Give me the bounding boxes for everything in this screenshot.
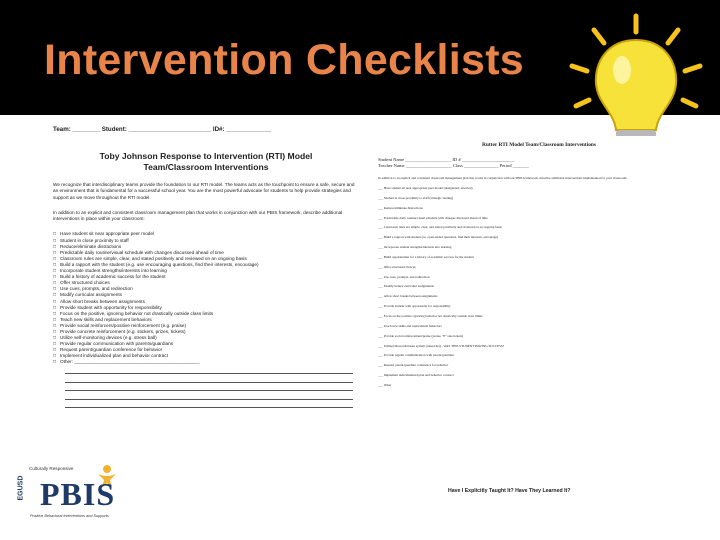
left-doc-checklist	[53, 231, 365, 365]
pbis-logo	[16, 462, 136, 524]
left-doc-title-line1: Toby Johnson Response to Intervention (RTI) Model	[99, 151, 313, 161]
checklist-item: □ Student in close proximity to staff	[53, 237, 129, 244]
blank-line	[65, 383, 353, 392]
blank-line	[65, 374, 353, 383]
slide-title: Intervention Checklists	[44, 36, 525, 84]
checklist-item: ___ Classroom rules are simple, clear, and stated positively and reviewed on an ongoing basis	[378, 225, 502, 230]
blank-line	[65, 391, 353, 400]
left-doc-instructions: In addition to an explicit and consistent classroom management plan that works in conjunction with our PBIS framework, describe additional interventions in place within your classroom:	[53, 209, 343, 222]
checkbox-icon[interactable]: □	[53, 353, 57, 360]
checkbox-icon[interactable]: □	[53, 341, 57, 348]
checklist-item: □ Focus on the positive, ignoring behavior not drastically outside class limits	[53, 310, 214, 317]
checklist-item: ___ Reduce/eliminate distractions	[378, 205, 423, 210]
checkbox-icon[interactable]: □	[53, 268, 57, 275]
checkbox-icon[interactable]: □	[53, 243, 57, 250]
checklist-item: □ Predictable daily routine/visual schedule with changes discussed ahead of time	[53, 249, 224, 256]
checklist-item: ___ Predictable daily routine/visual schedule with changes discussed ahead of time	[378, 215, 488, 220]
checklist-item: ___ Use cues, prompts, and redirection	[378, 274, 430, 279]
left-checklist-document	[47, 122, 365, 517]
checklist-item: □ Provide social reinforcers/positive reinforcement (e.g. praise)	[53, 322, 187, 329]
checkbox-icon[interactable]: □	[53, 231, 57, 238]
pbis-wordmark: PBIS	[40, 476, 116, 512]
checklist-item: ___ Have student sit near appropriate peer model (designated, assorted)	[378, 186, 473, 190]
right-doc-info	[378, 157, 704, 170]
checklist-item: □ Provide regular communication with parents/guardians	[53, 341, 174, 348]
checkbox-icon[interactable]: □	[53, 322, 57, 329]
checkbox-icon[interactable]: □	[53, 328, 57, 335]
checkbox-icon[interactable]: □	[53, 304, 57, 311]
checklist-item: ___ Build a rapport with student (i.e. open-ended questions, find their interests, encourage)	[378, 235, 499, 240]
checkbox-icon[interactable]: □	[53, 347, 57, 354]
checklist-item: ___ Provide regular communication with parent/guardian	[378, 353, 454, 358]
checklist-item: ___ Incorporate student strengths/interests into learning	[378, 245, 452, 250]
checkbox-icon[interactable]: □	[53, 316, 57, 323]
checkbox-icon[interactable]: □	[53, 359, 57, 366]
left-doc-title-line2: Team/Classroom Interventions	[143, 162, 269, 172]
checkbox-icon[interactable]: □	[53, 310, 57, 317]
checklist-item: □ Utilize self-monitoring devices (e.g. stress ball)	[53, 335, 157, 342]
checklist-item: ___ Offer structured choices	[378, 264, 416, 269]
checklist-item: □ Other: ________________________________________________	[53, 359, 200, 366]
checklist-item: □ Provide student with opportunity for responsibility	[53, 304, 162, 311]
checklist-item: □ Request parent/guardian conference for behavior	[53, 347, 163, 354]
checklist-item: □ Classroom rules are simple, clear, and stated positively and reviewed on an ongoing basis	[53, 255, 247, 262]
checklist-item: □ Teach new skills and replacement behaviors	[53, 316, 152, 323]
right-checklist-document	[374, 136, 704, 506]
checklist-item: ___ Student in close proximity to staff (strategic seating)	[378, 195, 454, 200]
student-name-field: Student Name ____________________ ID # _______________________	[378, 157, 515, 162]
checklist-item: ___ Teach new skills and replacement behaviors	[378, 323, 442, 328]
taught-learned-question: Have I Explicitly Taught It? Have They Learned It?	[448, 488, 571, 494]
checklist-item: ___ Build opportunities for a history of academic success for the student	[378, 254, 474, 259]
checklist-item: ___ Utilized Rewards/token system (raised list) - WAS THIS STUDENT HAVING SUCCESS?	[378, 343, 505, 348]
checkbox-icon[interactable]: □	[53, 274, 57, 281]
checkbox-icon[interactable]: □	[53, 249, 57, 256]
checklist-item: □ Modify curricular assignments	[53, 292, 122, 299]
left-doc-header: Team: ________ Student: ________________________ ID#: _____________	[53, 126, 271, 133]
checkbox-icon[interactable]: □	[53, 255, 57, 262]
checklist-item: □ Reduce/eliminate distractions	[53, 243, 122, 250]
checklist-item: □ Have student sit near appropriate peer model	[53, 231, 155, 238]
checklist-item: □ Allow short breaks between assignments	[53, 298, 145, 305]
checkbox-icon[interactable]: □	[53, 292, 57, 299]
checklist-item: □ Incorporate student strengths/interests into learning	[53, 268, 167, 275]
checklist-item: ___ Implement individualized plan and behavior contract	[378, 373, 454, 378]
culture-label: Culturally Responsive	[29, 466, 74, 471]
checklist-item: □ Use cues, prompts, and redirection	[53, 286, 133, 293]
checklist-item: □ Build a rapport with the student (e.g. use encouraging questions, find their interests, encourage)	[53, 261, 259, 268]
pbis-tagline: Positive Behavioral Interventions and Supports	[30, 514, 109, 518]
right-doc-checklist	[378, 186, 704, 387]
checklist-item: ___ Request parent/guardian conference for behavior	[378, 363, 449, 368]
checklist-item: □ Provide concrete reinforcement (e.g. stickers, prizes, tickets)	[53, 328, 186, 335]
checklist-item: ___ Focus on the positive, ignoring behavior not drastically outside class limits	[378, 313, 483, 318]
checklist-item: □ Build a history of academic success for the student	[53, 274, 166, 281]
checklist-item: ___ Provide student with opportunity for responsibility	[378, 304, 451, 309]
checklist-item: ___ Modify/reduce curricular assignments	[378, 284, 434, 289]
checkbox-icon[interactable]: □	[53, 261, 57, 268]
left-doc-intro: We recognize that interdisciplinary teams provide the foundation to our RTI model. The teams acts as the touchpoint to ensure a safe, secure and an environment that is fundamental for a successful school year. You are the most powerful advocate for students to help provide strategies and support as we move throughout the RTI model.	[53, 182, 355, 200]
checkbox-icon[interactable]: □	[53, 335, 57, 342]
egusd-label: EGUSD	[17, 475, 25, 501]
checklist-item: □ Offer structured choices	[53, 280, 110, 287]
checklist-item: ___ Provide social reinforcement/praise (praise, "P" size tickets)	[378, 333, 464, 338]
checkbox-icon[interactable]: □	[53, 280, 57, 287]
checklist-item: ___ Other	[378, 382, 392, 387]
teacher-name-field: Teacher Name ____________________ Class _______________ Period _______	[378, 163, 529, 169]
right-doc-title: Rutter RTI Model Team/Classroom Interventions	[481, 142, 596, 148]
checklist-item: ___ Allow short breaks between assignments	[378, 294, 438, 299]
checkbox-icon[interactable]: □	[53, 298, 57, 305]
checkbox-icon[interactable]: □	[53, 286, 57, 293]
left-doc-title	[47, 151, 365, 173]
checkbox-icon[interactable]: □	[53, 237, 57, 244]
checklist-item: □ Implement individualized plan and behavior contract	[53, 353, 168, 360]
right-doc-intro: In addition to an explicit and consistent classroom management plan that works in conjunction with our PBIS framework, describe additional interventions implemented for your classroom:	[378, 175, 628, 180]
blank-line	[65, 366, 353, 375]
blank-line	[65, 400, 353, 409]
